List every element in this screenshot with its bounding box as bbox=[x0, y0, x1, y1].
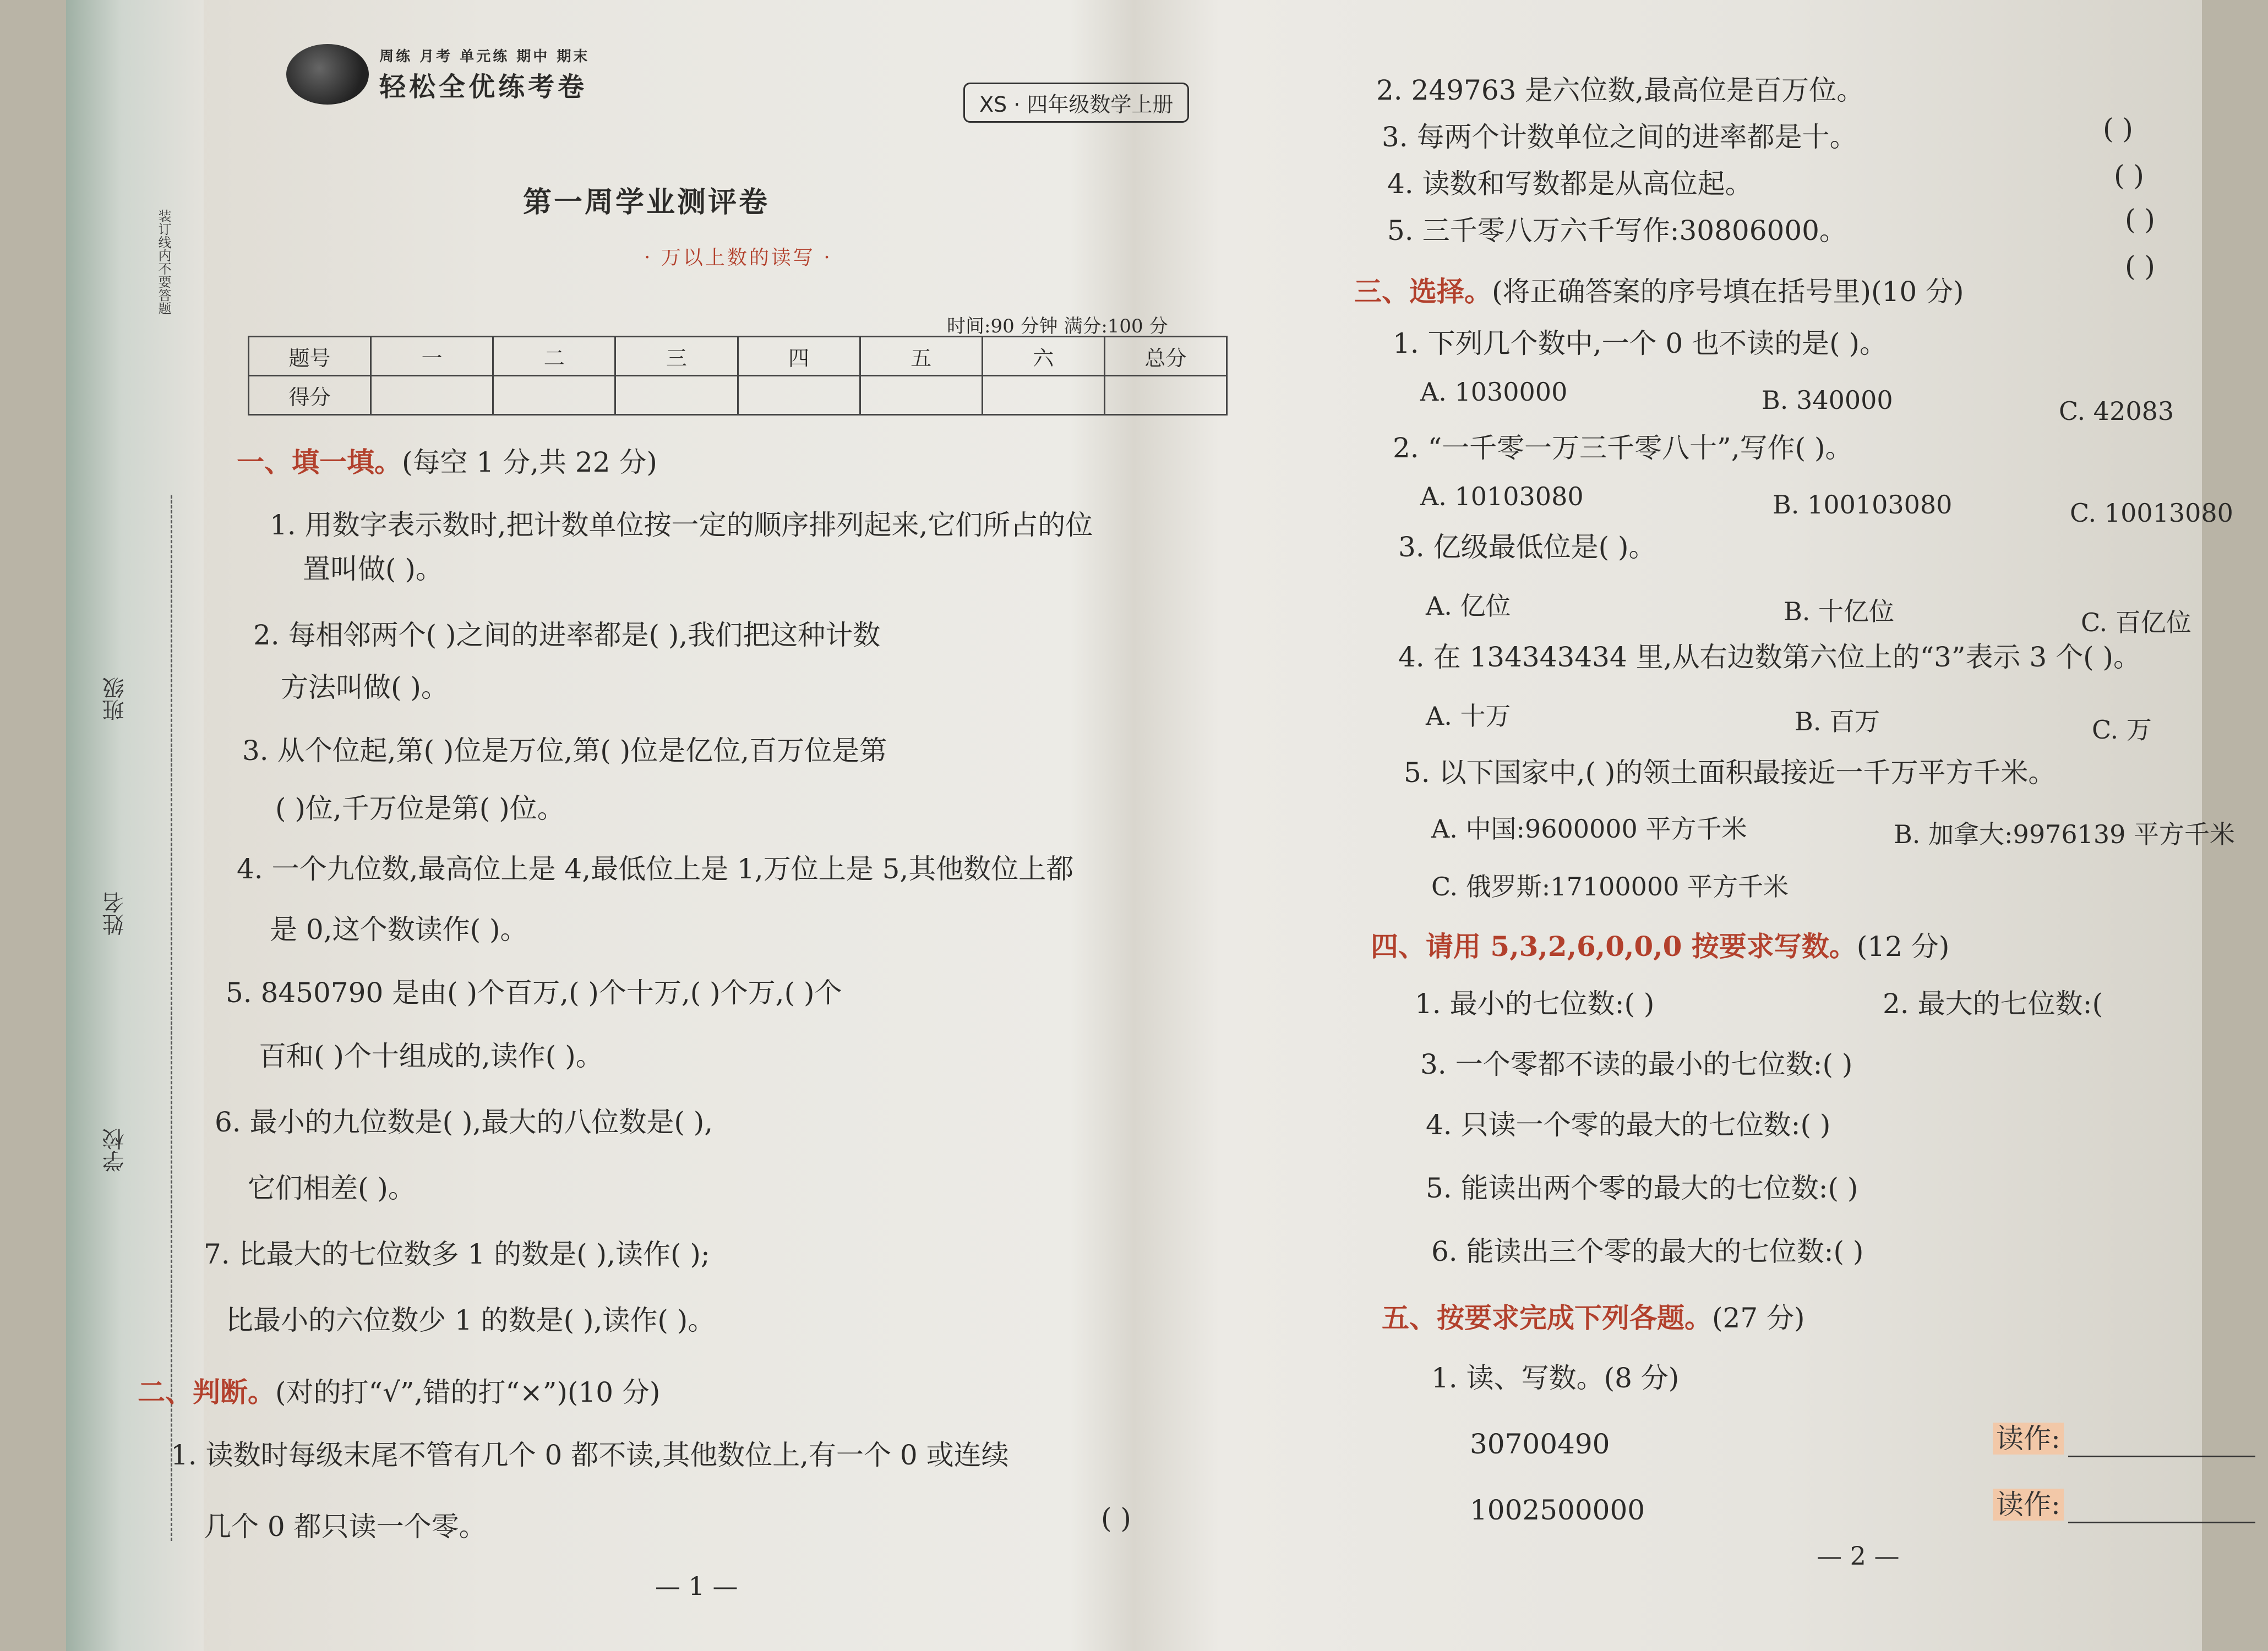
page-number: — 2 — bbox=[1817, 1541, 1900, 1571]
score-cell: 三 bbox=[615, 337, 738, 376]
score-cell: 题号 bbox=[249, 337, 371, 376]
question-text: 2. 每相邻两个( )之间的进率都是( ),我们把这种计数 bbox=[253, 619, 881, 651]
brand bbox=[286, 44, 590, 105]
score-cell: 二 bbox=[493, 337, 615, 376]
read-answer[interactable]: 读作: bbox=[1993, 1486, 2255, 1523]
question-text: 方法叫做( )。 bbox=[281, 671, 449, 703]
brand-logo bbox=[286, 44, 369, 105]
name-label: 姓名 bbox=[102, 892, 128, 936]
question-text: ( )位,千万位是第( )位。 bbox=[275, 792, 565, 824]
question-text: 4. 读数和写数都是从高位起。 bbox=[1387, 168, 1753, 200]
score-cell: 总分 bbox=[1104, 337, 1226, 376]
option[interactable]: C. 42083 bbox=[2059, 396, 2174, 426]
question-text: 置叫做( )。 bbox=[303, 553, 443, 585]
section-5-title: 五、按要求完成下列各题。(27 分) bbox=[1382, 1302, 1805, 1334]
exam-title: 第一周学业测评卷 bbox=[523, 185, 770, 219]
option[interactable]: C. 俄罗斯:17100000 平方千米 bbox=[1431, 872, 1789, 901]
question-text: 3. 一个零都不读的最小的七位数:( ) bbox=[1420, 1048, 1853, 1080]
option[interactable]: A. 1030000 bbox=[1420, 377, 1568, 407]
option[interactable]: B. 加拿大:9976139 平方千米 bbox=[1894, 819, 2236, 849]
option[interactable]: C. 10013080 bbox=[2070, 498, 2233, 528]
question-text: 6. 最小的九位数是( ),最大的八位数是( ), bbox=[215, 1106, 713, 1138]
question-text: 2. “一千零一万三千零八十”,写作( )。 bbox=[1393, 432, 1853, 464]
score-cell: 六 bbox=[982, 337, 1104, 376]
score-input[interactable] bbox=[1104, 376, 1226, 415]
time-info: 时间:90 分钟 满分:100 分 bbox=[947, 315, 1168, 337]
section-2-title: 二、判断。(对的打“√”,错的打“×”)(10 分) bbox=[138, 1376, 661, 1408]
question-text: 是 0,这个数读作( )。 bbox=[270, 914, 528, 945]
option[interactable]: A. 中国:9600000 平方千米 bbox=[1431, 814, 1747, 844]
option[interactable]: B. 340000 bbox=[1762, 385, 1893, 415]
question-text: 2. 最大的七位数:( bbox=[1883, 988, 2103, 1020]
question-text: 3. 每两个计数单位之间的进率都是十。 bbox=[1382, 121, 1857, 153]
page-number: — 1 — bbox=[655, 1571, 738, 1601]
exam-spread bbox=[66, 0, 2236, 1651]
question-text: 它们相差( )。 bbox=[248, 1172, 416, 1204]
score-header-row bbox=[249, 337, 1227, 376]
question-text: 1. 读数时每级末尾不管有几个 0 都不读,其他数位上,有一个 0 或连续 bbox=[171, 1439, 1009, 1471]
option[interactable]: C. 万 bbox=[2092, 715, 2152, 745]
binding-notes: 装订线内不要答题 bbox=[156, 209, 171, 315]
score-cell: 得分 bbox=[249, 376, 371, 415]
question-text: 5. 以下国家中,( )的领土面积最接近一千万平方千米。 bbox=[1404, 757, 2056, 789]
score-input[interactable] bbox=[371, 376, 493, 415]
class-label: 班级 bbox=[102, 677, 128, 721]
score-input[interactable] bbox=[982, 376, 1104, 415]
section-1-title: 一、填一填。(每空 1 分,共 22 分) bbox=[237, 446, 657, 478]
option[interactable]: B. 百万 bbox=[1795, 707, 1880, 736]
answer-paren[interactable]: ( ) bbox=[2114, 160, 2144, 192]
page-2 bbox=[1332, 0, 2268, 1651]
score-table bbox=[248, 336, 1228, 416]
exam-topic: · 万以上数的读写 · bbox=[644, 247, 832, 269]
question-text: 1. 下列几个数中,一个 0 也不读的是( )。 bbox=[1393, 327, 1887, 359]
question-text: 7. 比最大的七位数多 1 的数是( ),读作( ); bbox=[204, 1238, 710, 1270]
score-cell: 一 bbox=[371, 337, 493, 376]
question-text: 2. 249763 是六位数,最高位是百万位。 bbox=[1376, 74, 1864, 106]
option[interactable]: B. 100103080 bbox=[1773, 490, 1953, 520]
brand-big: 轻松全优练考卷 bbox=[379, 72, 588, 102]
answer-paren[interactable]: ( ) bbox=[2125, 204, 2155, 236]
question-text: 5. 8450790 是由( )个百万,( )个十万,( )个万,( )个 bbox=[226, 977, 842, 1009]
brand-small: 周练 月考 单元练 期中 期末 bbox=[379, 48, 590, 65]
question-text: 4. 只读一个零的最大的七位数:( ) bbox=[1426, 1109, 1831, 1141]
score-row bbox=[249, 376, 1227, 415]
option[interactable]: A. 10103080 bbox=[1420, 482, 1584, 511]
score-cell: 五 bbox=[860, 337, 982, 376]
question-text: 1. 用数字表示数时,把计数单位按一定的顺序排列起来,它们所占的位 bbox=[270, 509, 1093, 541]
school-label: 学校 bbox=[102, 1128, 128, 1172]
option[interactable]: A. 十万 bbox=[1426, 701, 1511, 731]
score-input[interactable] bbox=[615, 376, 738, 415]
question-text: 1. 最小的七位数:( ) bbox=[1415, 988, 1655, 1020]
question-text: 5. 三千零八万六千写作:30806000。 bbox=[1387, 215, 1847, 247]
subject-tag: XS · 四年级数学上册 bbox=[963, 83, 1189, 123]
answer-paren[interactable]: ( ) bbox=[2103, 113, 2133, 145]
score-input[interactable] bbox=[493, 376, 615, 415]
read-answer[interactable]: 读作: bbox=[1993, 1420, 2255, 1457]
section-4-title: 四、请用 5,3,2,6,0,0,0 按要求写数。(12 分) bbox=[1371, 930, 1950, 963]
question-text: 3. 亿级最低位是( )。 bbox=[1398, 531, 1656, 563]
question-text: 3. 从个位起,第( )位是万位,第( )位是亿位,百万位是第 bbox=[242, 735, 887, 767]
option[interactable]: A. 亿位 bbox=[1426, 591, 1511, 621]
score-input[interactable] bbox=[738, 376, 860, 415]
question-text: 4. 一个九位数,最高位上是 4,最低位上是 1,万位上是 5,其他数位上都 bbox=[237, 853, 1074, 885]
answer-paren[interactable]: ( ) bbox=[1101, 1502, 1131, 1534]
number-to-read: 1002500000 bbox=[1470, 1494, 1645, 1526]
answer-paren[interactable]: ( ) bbox=[2125, 250, 2155, 282]
question-text: 4. 在 134343434 里,从右边数第六位上的“3”表示 3 个( )。 bbox=[1398, 641, 2141, 673]
question-text: 5. 能读出两个零的最大的七位数:( ) bbox=[1426, 1172, 1858, 1204]
question-text: 几个 0 都只读一个零。 bbox=[204, 1511, 487, 1543]
score-cell: 四 bbox=[738, 337, 860, 376]
question-text: 1. 读、写数。(8 分) bbox=[1431, 1362, 1680, 1394]
question-text: 6. 能读出三个零的最大的七位数:( ) bbox=[1431, 1235, 1864, 1267]
question-text: 百和( )个十组成的,读作( )。 bbox=[259, 1040, 603, 1072]
option[interactable]: C. 百亿位 bbox=[2081, 608, 2191, 637]
option[interactable]: B. 十亿位 bbox=[1784, 597, 1895, 626]
score-input[interactable] bbox=[860, 376, 982, 415]
question-text: 比最小的六位数少 1 的数是( ),读作( )。 bbox=[226, 1304, 716, 1336]
number-to-read: 30700490 bbox=[1470, 1428, 1610, 1460]
section-3-title: 三、选择。(将正确答案的序号填在括号里)(10 分) bbox=[1354, 275, 1964, 308]
